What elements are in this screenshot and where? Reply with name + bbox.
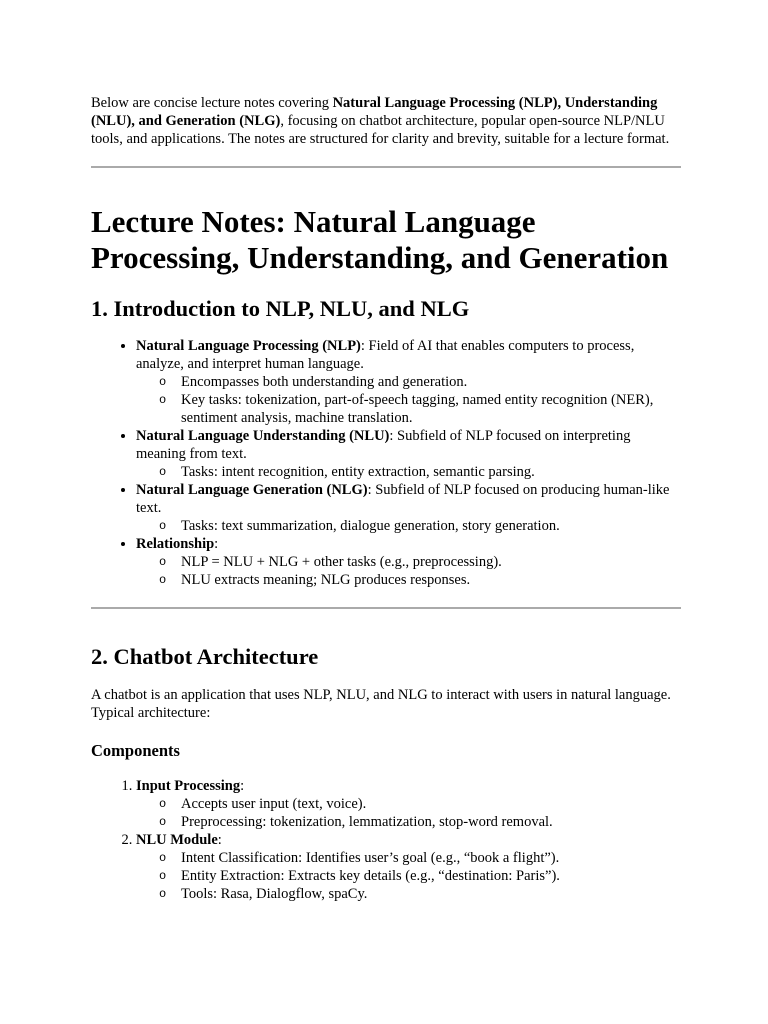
list-item-nlu	[136, 427, 681, 481]
desc-nlu: : Subfield of NLP focused on interpreting meaning from text.	[136, 428, 631, 462]
sub-list-item: o Tools: Rasa, Dialogflow, spaCy.	[181, 885, 681, 903]
sublist-input-processing	[136, 795, 681, 831]
list-item-nlp	[136, 337, 681, 427]
desc-relationship: :	[214, 536, 219, 552]
desc-nlg: : Subfield of NLP focused on producing human-like text.	[136, 482, 670, 516]
sublist-nlu-module	[136, 849, 681, 903]
section-2-heading: 2. Chatbot Architecture	[91, 644, 319, 669]
sublist-relationship	[136, 553, 681, 589]
sublist-nlg	[136, 517, 681, 535]
term-nlp: Natural Language Processing (NLP)	[136, 338, 361, 354]
horizontal-rule-2	[91, 607, 681, 609]
sublist-nlu	[136, 463, 681, 481]
desc-nlp: : Field of AI that enables computers to process, analyze, and interpret human language.	[136, 338, 635, 372]
desc-input-processing: :	[240, 778, 245, 794]
list-item-nlg	[136, 481, 681, 535]
sub-list-item: o Tasks: intent recognition, entity extraction, semantic parsing.	[181, 463, 681, 481]
horizontal-rule-1	[91, 166, 681, 168]
section-1-heading: 1. Introduction to NLP, NLU, and NLG	[91, 296, 470, 321]
intro-bold-topics: Natural Language Processing (NLP), Understanding (NLU), and Generation (NLG)	[91, 95, 658, 129]
term-relationship: Relationship	[136, 536, 215, 552]
list-item-relationship	[136, 535, 681, 589]
sub-list-item: o Entity Extraction: Extracts key details (e.g., “destination: Paris”).	[181, 867, 681, 885]
term-input-processing: Input Processing	[136, 778, 241, 794]
document-page	[91, 94, 681, 903]
intro-text-1: Below are concise lecture notes covering	[91, 95, 333, 111]
components-heading: Components	[91, 741, 180, 760]
sub-list-item: o NLU extracts meaning; NLG produces responses.	[181, 571, 681, 589]
section-2-intro: A chatbot is an application that uses NLP, NLU, and NLG to interact with users in natural language. Typical architecture:	[91, 687, 671, 721]
term-nlu-module: NLU Module	[136, 832, 218, 848]
intro-text-2: , focusing on chatbot architecture, popular open-source NLP/NLU tools, and applications. The notes are structured for clarity and brevity, suitable for a lecture format.	[91, 113, 670, 147]
desc-nlu-module: :	[217, 832, 222, 848]
components-list	[91, 777, 681, 903]
lecture-title: Lecture Notes: Natural Language Processing, Understanding, and Generation	[91, 204, 669, 275]
sub-list-item: o NLP = NLU + NLG + other tasks (e.g., preprocessing).	[181, 553, 681, 571]
term-nlu: Natural Language Understanding (NLU)	[136, 428, 390, 444]
sublist-nlp	[136, 373, 681, 427]
sub-list-item: o Key tasks: tokenization, part-of-speech tagging, named entity recognition (NER), sentiment analysis, machine translation.	[181, 391, 681, 427]
list-item-nlu-module	[136, 831, 681, 903]
intro-paragraph	[91, 94, 681, 148]
section-1-list	[91, 337, 681, 589]
term-nlg: Natural Language Generation (NLG)	[136, 482, 368, 498]
sub-list-item: o Tasks: text summarization, dialogue generation, story generation.	[181, 517, 681, 535]
sub-list-item: o Preprocessing: tokenization, lemmatization, stop-word removal.	[181, 813, 681, 831]
sub-list-item: o Intent Classification: Identifies user’s goal (e.g., “book a flight”).	[181, 849, 681, 867]
sub-list-item: o Encompasses both understanding and generation.	[181, 373, 681, 391]
list-item-input-processing	[136, 777, 681, 831]
sub-list-item: o Accepts user input (text, voice).	[181, 795, 681, 813]
